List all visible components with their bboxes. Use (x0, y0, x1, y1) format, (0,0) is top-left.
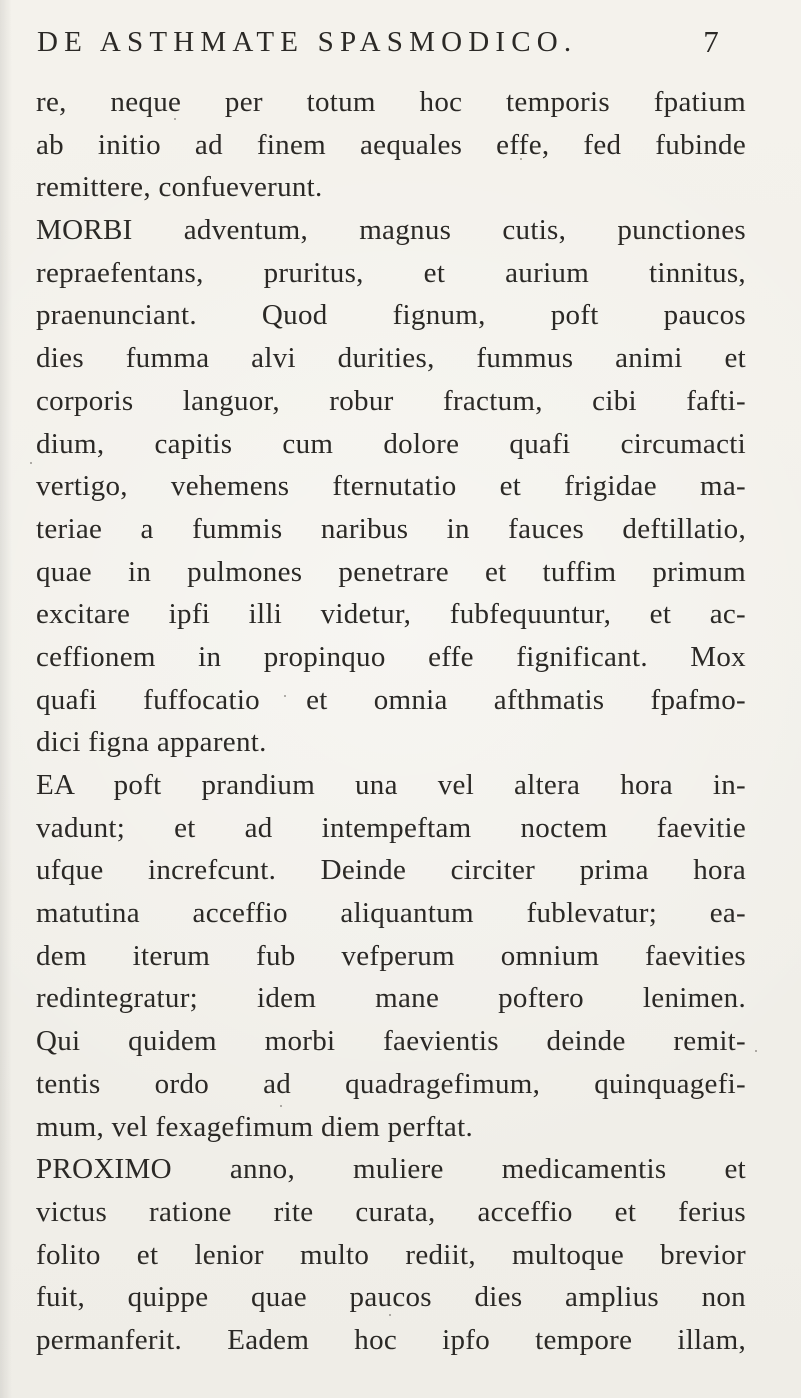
text-line: quafi fuffocatio et omnia afthmatis fpafmo- (36, 683, 746, 716)
paper-speck (280, 1105, 282, 1107)
page-binding-shadow (0, 0, 12, 1398)
text-line: fuit, quippe quae paucos dies amplius non (36, 1281, 746, 1314)
running-head: DE ASTHMATE SPASMODICO. (37, 26, 578, 58)
text-line: Qui quidem morbi faevientis deinde remit- (36, 1025, 746, 1058)
page-number: 7 (703, 24, 719, 59)
text-line: dem iterum fub vefperum omnium faevities (36, 939, 746, 972)
text-line: quae in pulmones penetrare et tuffim primum (36, 555, 746, 588)
text-line: ceffionem in propinquo effe fignificant. Mox (36, 640, 746, 673)
text-line: redintegratur; idem mane poftero lenimen. (36, 982, 746, 1015)
text-line: excitare ipfi illi videtur, fubfequuntur, et ac- (36, 598, 746, 631)
body-text (36, 81, 746, 1362)
text-line: victus ratione rite curata, acceffio et ferius (36, 1195, 746, 1228)
text-line: matutina acceffio aliquantum fublevatur; ea- (36, 897, 746, 930)
paper-speck (755, 1050, 757, 1052)
text-line: re, neque per totum hoc temporis fpatium (36, 86, 746, 118)
paper-speck (520, 158, 522, 160)
text-line: teriae a fummis naribus in fauces deftillatio, (36, 512, 746, 545)
text-line: PROXIMO anno, muliere medicamentis et (36, 1153, 746, 1186)
text-line: MORBI adventum, magnus cutis, punctiones (36, 214, 746, 247)
text-line: permanferit. Eadem hoc ipfo tempore illam, (36, 1323, 746, 1356)
text-line: dici figna apparent. (36, 726, 267, 759)
text-line: dies fumma alvi durities, fummus animi et (36, 342, 746, 375)
text-line: praenunciant. Quod fignum, poft paucos (36, 299, 746, 332)
text-line: mum, vel fexagefimum diem perftat. (36, 1110, 474, 1143)
page-header (0, 0, 801, 80)
text-line: vadunt; et ad intempeftam noctem faevitie (36, 811, 746, 844)
text-line: EA poft prandium una vel altera hora in- (36, 769, 746, 801)
text-line: corporis languor, robur fractum, cibi fafti- (36, 384, 746, 417)
paper-speck (284, 695, 286, 697)
text-line: dium, capitis cum dolore quafi circumacti (36, 427, 746, 460)
text-line: vertigo, vehemens fternutatio et frigidae ma- (36, 470, 746, 503)
text-line: tentis ordo ad quadragefimum, quinquagefi- (36, 1067, 746, 1100)
text-line: ab initio ad finem aequales effe, fed fubinde (36, 128, 746, 161)
text-line: folito et lenior multo rediit, multoque brevior (36, 1238, 746, 1271)
paper-speck (30, 462, 32, 464)
paper-speck (174, 118, 176, 120)
text-line: repraefentans, pruritus, et aurium tinnitus, (36, 256, 746, 289)
text-line: ufque increfcunt. Deinde circiter prima hora (36, 854, 746, 887)
paper-speck (389, 1314, 391, 1316)
text-line: remittere, confueverunt. (36, 171, 323, 204)
